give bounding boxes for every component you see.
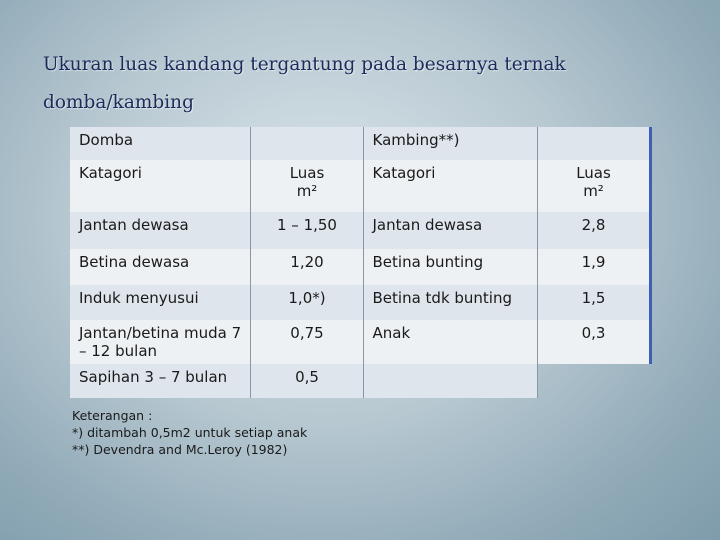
empty-cell [537,364,650,398]
space-requirement-table [70,127,652,398]
table-row [70,249,650,285]
domba-category: Jantan dewasa [70,212,250,249]
subheader-luas-domba-unit: m² [296,182,318,200]
page-title [43,46,683,122]
subheader-luas-domba-label: Luas [289,164,325,182]
title-line-2: domba/kambing [43,92,194,113]
space-requirement-table-wrap [70,127,652,398]
kambing-category: Jantan dewasa [363,212,537,249]
header-domba: Domba [70,127,250,160]
subheader-luas-kambing-unit: m² [583,182,604,200]
notes-heading: Keterangan : [72,408,153,423]
kambing-area: 1,5 [537,285,650,320]
domba-category: Betina dewasa [70,249,250,285]
header-empty-2 [537,127,650,160]
table-row [70,285,650,320]
domba-category: Induk menyusui [70,285,250,320]
title-line-1: Ukuran luas kandang tergantung pada besarnya ternak [43,54,566,75]
table-header-row [70,127,650,160]
domba-area: 1,0*) [250,285,363,320]
header-empty [250,127,363,160]
table-row [70,320,650,364]
subheader-katagori-kambing: Katagori [363,160,537,212]
kambing-category [363,364,537,398]
kambing-area: 2,8 [537,212,650,249]
kambing-area: 0,3 [537,320,650,364]
domba-category: Jantan/betina muda 7 – 12 bulan [70,320,250,364]
table-notes [72,407,307,458]
subheader-luas-kambing-label: Luas [576,164,611,182]
table-subheader-row [70,160,650,212]
table-row [70,212,650,249]
domba-area: 1,20 [250,249,363,285]
kambing-category: Anak [363,320,537,364]
domba-area: 0,75 [250,320,363,364]
header-kambing: Kambing**) [363,127,537,160]
notes-line-2: **) Devendra and Mc.Leroy (1982) [72,442,288,457]
domba-area: 0,5 [250,364,363,398]
domba-category: Sapihan 3 – 7 bulan [70,364,250,398]
domba-area: 1 – 1,50 [250,212,363,249]
subheader-luas-domba [250,160,363,212]
notes-line-1: *) ditambah 0,5m2 untuk setiap anak [72,425,308,440]
kambing-category: Betina tdk bunting [363,285,537,320]
subheader-katagori-domba: Katagori [70,160,250,212]
kambing-category: Betina bunting [363,249,537,285]
kambing-area: 1,9 [537,249,650,285]
subheader-luas-kambing [537,160,650,212]
table-row [70,364,650,398]
